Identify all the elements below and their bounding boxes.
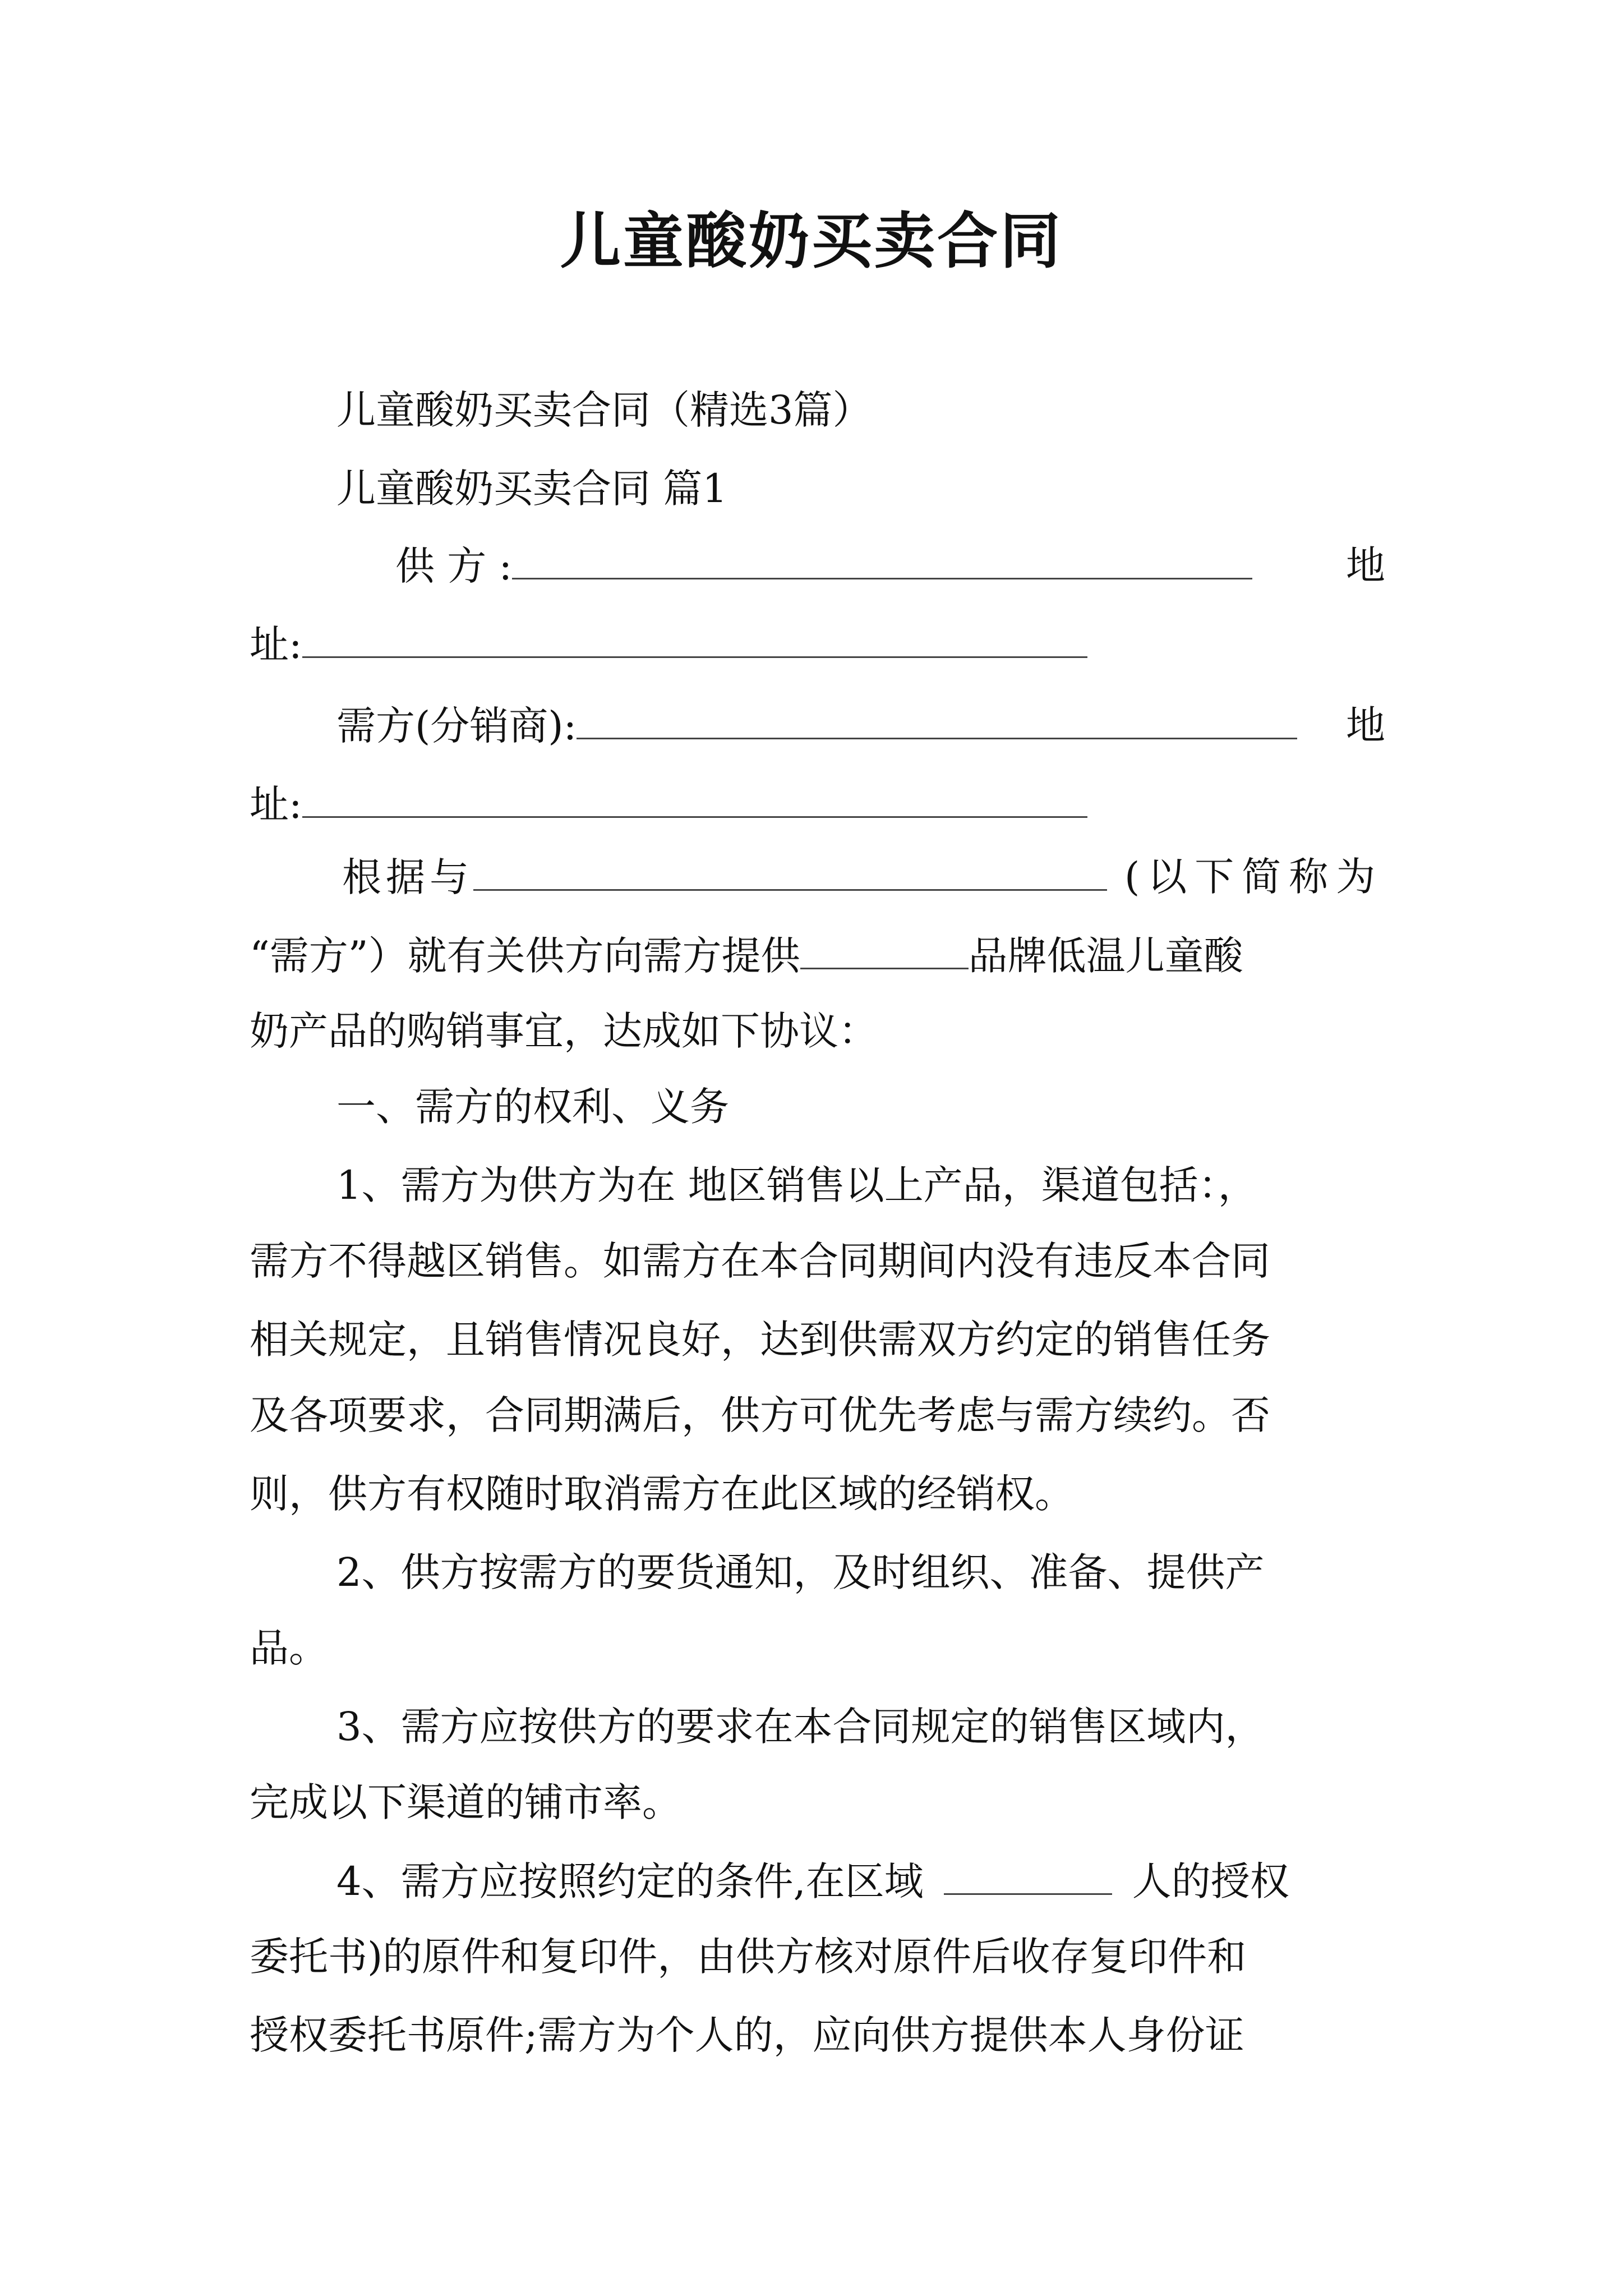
supplier-address-label: 址: (250, 622, 302, 668)
section-heading: 儿童酸奶买卖合同 篇1 (336, 466, 727, 512)
basis-line-2-start: “需方”）就有关供方向需方提供 (250, 933, 800, 979)
supplier-address-label-end: 地 (1346, 542, 1385, 588)
basis-line-2-end: 品牌低温儿童酸 (968, 933, 1243, 979)
document-title: 儿童酸奶买卖合同 (560, 206, 1063, 277)
supplier-row (395, 539, 1252, 593)
clause1-line-2: 需方不得越区销售。如需方在本合同期间内没有违反本合同 (250, 1238, 1270, 1284)
basis-line-2 (250, 928, 1243, 983)
buyer-address-blank (302, 777, 1087, 818)
buyer-blank (577, 698, 1297, 739)
supplier-blank (512, 539, 1252, 579)
buyer-label: 需方(分销商): (336, 703, 577, 749)
buyer-row (336, 698, 1297, 753)
buyer-address-row (250, 777, 1087, 831)
part1-heading: 一、需方的权利、义务 (336, 1084, 729, 1130)
clause1-line-5: 则，供方有权随时取消需方在此区域的经销权。 (250, 1471, 1074, 1517)
clause4-line-3: 授权委托书原件;需方为个人的，应向供方提供本人身份证 (250, 2012, 1244, 2058)
basis-line-1-start: 根据与 (342, 854, 473, 900)
supplier-label: 供 方 : (395, 543, 513, 589)
buyer-address-label: 址: (250, 781, 302, 827)
brand-blank (800, 928, 969, 969)
clause3-line-2: 完成以下渠道的铺市率。 (250, 1779, 681, 1825)
clause4-line-1-start: 4、需方应按照约定的条件,在区域 (336, 1858, 924, 1904)
clause2-line-1: 2、供方按需方的要货通知，及时组织、准备、提供产 (336, 1549, 1265, 1595)
clause1-line-3: 相关规定，且销售情况良好，达到供需双方约定的销售任务 (250, 1317, 1270, 1363)
clause1-line-4: 及各项要求，合同期满后，供方可优先考虑与需方续约。否 (250, 1392, 1270, 1438)
clause4-line-1 (336, 1854, 1289, 1908)
basis-line-1 (342, 850, 1107, 904)
subtitle: 儿童酸奶买卖合同（精选3篇） (336, 387, 872, 433)
region-blank (944, 1854, 1112, 1895)
basis-line-3: 奶产品的购销事宜，达成如下协议： (250, 1008, 878, 1054)
basis-line-1-end: (以下简称为 (1124, 854, 1384, 900)
clause1-line-1: 1、需方为供方为在 地区销售以上产品，渠道包括：， (336, 1162, 1257, 1208)
clause3-line-1: 3、需方应按供方的要求在本合同规定的销售区域内， (336, 1704, 1265, 1750)
clause4-line-1-end: 人的授权 (1132, 1858, 1289, 1904)
buyer-address-label-end: 地 (1346, 702, 1385, 748)
supplier-address-blank (302, 617, 1087, 658)
basis-party-blank (473, 850, 1107, 891)
clause4-line-2: 委托书)的原件和复印件，由供方核对原件后收存复印件和 (250, 1934, 1247, 1980)
clause2-line-2: 品。 (250, 1625, 328, 1671)
supplier-address-row (250, 617, 1087, 671)
